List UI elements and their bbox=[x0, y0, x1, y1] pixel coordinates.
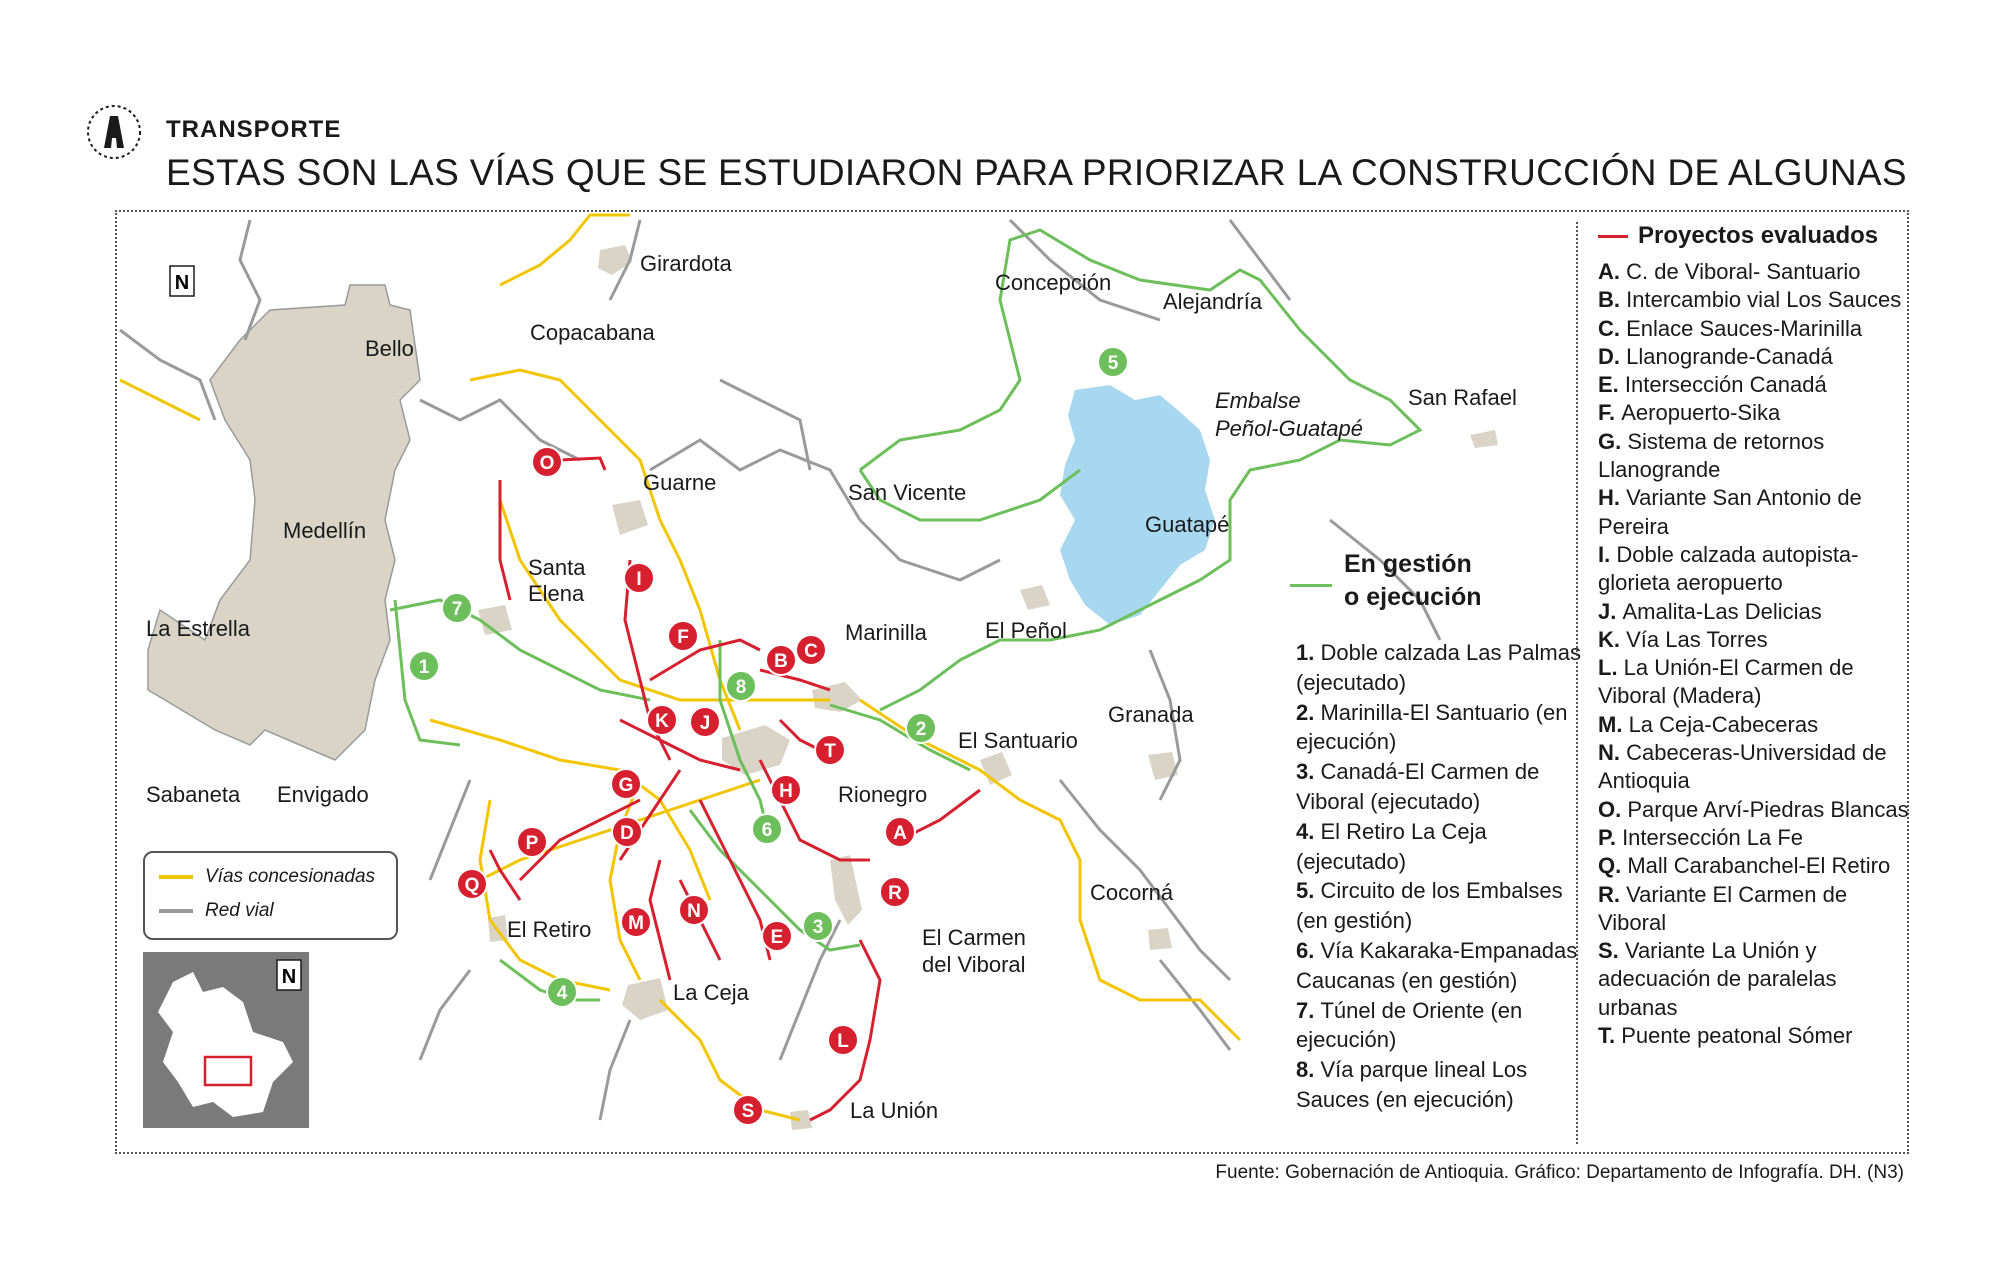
evaluated-panel bbox=[1576, 222, 1908, 1144]
label-concepcion: Concepción bbox=[995, 270, 1112, 295]
label-san-vicente: San Vicente bbox=[848, 480, 967, 505]
project-badge-label: B bbox=[774, 651, 788, 672]
el-carmen-town bbox=[830, 855, 862, 925]
project-badge-label: I bbox=[636, 569, 642, 590]
evaluated-item: L. La Unión-El Carmen de Viboral (Madera) bbox=[1598, 655, 1854, 709]
label-bello: Bello bbox=[365, 336, 414, 361]
label-guatape: Guatapé bbox=[1145, 512, 1230, 537]
evaluated-item: J. Amalita-Las Delicias bbox=[1598, 598, 1822, 624]
svg-text:N: N bbox=[174, 272, 190, 294]
label-sabaneta: Sabaneta bbox=[146, 782, 241, 807]
project-badge-label: F bbox=[677, 627, 689, 648]
san-rafael-town bbox=[1470, 430, 1498, 448]
label-el-penol: El Peñol bbox=[985, 618, 1067, 643]
label-el-carmen-1: El Carmen bbox=[922, 925, 1026, 950]
project-badge-label: M bbox=[628, 913, 644, 934]
in-management-item: 3. Canadá-El Carmen de Viboral (ejecutado) bbox=[1296, 759, 1540, 814]
source-credit: Fuente: Gobernación de Antioquia. Gráfico: Departamento de Infografía. DH. (N3) bbox=[1215, 1162, 1904, 1183]
inset-north-icon: N bbox=[281, 966, 297, 988]
label-granada: Granada bbox=[1108, 702, 1194, 727]
antioquia-outline bbox=[158, 972, 293, 1117]
map-legend bbox=[143, 851, 398, 940]
in-management-title: En gestión o ejecución bbox=[1344, 550, 1482, 611]
label-el-retiro: El Retiro bbox=[507, 917, 592, 942]
evaluated-item: O. Parque Arví-Piedras Blancas bbox=[1598, 796, 1909, 822]
in-management-item: 1. Doble calzada Las Palmas (ejecutado) bbox=[1296, 640, 1581, 695]
evaluated-item: E. Intersección Canadá bbox=[1598, 372, 1827, 398]
evaluated-item: I. Doble calzada autopista-glorieta aeropuerto bbox=[1598, 541, 1859, 596]
label-la-union: La Unión bbox=[850, 1098, 939, 1123]
project-badge-label: K bbox=[655, 711, 669, 732]
project-badge-label: H bbox=[779, 781, 793, 802]
evaluated-item: N. Cabeceras-Universidad de Antioquia bbox=[1598, 740, 1887, 794]
evaluated-item: T. Puente peatonal Sómer bbox=[1598, 1023, 1853, 1049]
evaluated-list bbox=[1598, 258, 1918, 1050]
evaluated-item: F. Aeropuerto-Sika bbox=[1598, 400, 1781, 426]
in-management-item: 6. Vía Kakaraka-Empanadas Caucanas (en gestión) bbox=[1296, 937, 1578, 993]
evaluated-item: H. Variante San Antonio de Pereira bbox=[1598, 485, 1862, 539]
label-san-rafael: San Rafael bbox=[1408, 385, 1517, 410]
project-badge-label: A bbox=[893, 823, 907, 844]
project-badge-label: G bbox=[618, 775, 634, 796]
in-management-item: 2. Marinilla-El Santuario (en ejecución) bbox=[1296, 699, 1568, 755]
project-badge-label: O bbox=[539, 453, 555, 474]
north-arrow-icon bbox=[170, 266, 194, 296]
cocorna-town bbox=[1148, 928, 1172, 950]
la-union-town bbox=[790, 1110, 812, 1130]
girardota-town bbox=[598, 245, 632, 275]
label-la-estrella: La Estrella bbox=[146, 616, 250, 641]
project-badge-label: N bbox=[687, 901, 701, 922]
in-management-item: 5. Circuito de los Embalses (en gestión) bbox=[1296, 878, 1563, 934]
label-medellin: Medellín bbox=[283, 518, 367, 543]
label-embalse-1: Embalse bbox=[1215, 388, 1301, 413]
in-management-list bbox=[1296, 638, 1596, 1115]
label-el-carmen-2: del Viboral bbox=[922, 952, 1026, 977]
evaluated-item: B. Intercambio vial Los Sauces bbox=[1598, 287, 1902, 313]
in-management-item: 8. Vía parque lineal Los Sauces (en ejecución) bbox=[1296, 1057, 1528, 1112]
label-marinilla: Marinilla bbox=[845, 620, 927, 645]
evaluated-item: C. Enlace Sauces-Marinilla bbox=[1598, 315, 1863, 341]
label-guarne: Guarne bbox=[643, 470, 717, 495]
evaluated-item: A. C. de Viboral- Santuario bbox=[1598, 259, 1861, 284]
label-embalse-2: Peñol-Guatapé bbox=[1215, 416, 1363, 441]
evaluated-item: K. Vía Las Torres bbox=[1598, 626, 1768, 652]
el-penol-town bbox=[1020, 585, 1050, 610]
management-badge-label: 7 bbox=[451, 599, 463, 620]
project-badge-label: D bbox=[620, 823, 634, 844]
project-badge-label: J bbox=[699, 713, 711, 734]
management-badge-label: 5 bbox=[1107, 353, 1119, 374]
label-la-ceja: La Ceja bbox=[673, 980, 749, 1005]
evaluated-item: D. Llanogrande-Canadá bbox=[1598, 343, 1833, 369]
project-badge-label: Q bbox=[464, 875, 480, 896]
management-badge-label: 3 bbox=[812, 917, 824, 938]
management-badge-label: 1 bbox=[418, 657, 430, 678]
evaluated-item: R. Variante El Carmen de Viboral bbox=[1598, 881, 1848, 935]
project-badge-label: L bbox=[837, 1031, 849, 1052]
project-badge-label: R bbox=[888, 883, 902, 904]
evaluated-item: G. Sistema de retornos Llanogrande bbox=[1598, 428, 1825, 483]
section-label: TRANSPORTE bbox=[166, 116, 342, 143]
guarne-town bbox=[612, 500, 648, 535]
label-rionegro: Rionegro bbox=[838, 782, 928, 807]
project-badge-label: S bbox=[741, 1101, 755, 1122]
project-badge-label: T bbox=[824, 741, 836, 762]
evaluated-item: M. La Ceja-Cabeceras bbox=[1598, 711, 1819, 737]
in-management-item: 7. Túnel de Oriente (en ejecución) bbox=[1296, 997, 1523, 1053]
management-badge-label: 6 bbox=[761, 820, 773, 841]
management-badge-label: 2 bbox=[915, 719, 927, 740]
label-el-santuario: El Santuario bbox=[958, 728, 1078, 753]
evaluated-item: S. Variante La Unión y adecuación de paralelas urbanas bbox=[1598, 938, 1837, 1020]
el-santuario-town bbox=[980, 752, 1012, 785]
label-envigado: Envigado bbox=[277, 782, 369, 807]
evaluated-item: Q. Mall Carabanchel-El Retiro bbox=[1598, 853, 1891, 879]
evaluated-title: Proyectos evaluados bbox=[1598, 222, 1878, 250]
label-girardota: Girardota bbox=[640, 251, 732, 276]
project-badge-label: E bbox=[770, 927, 784, 948]
label-santa-elena-1: Santa Elena bbox=[528, 555, 586, 606]
label-copacabana: Copacabana bbox=[530, 320, 655, 345]
page-title: ESTAS SON LAS VÍAS QUE SE ESTUDIARON PARA PRIORIZAR LA CONSTRUCCIÓN DE ALGUNAS bbox=[166, 152, 1907, 193]
management-badge-label: 8 bbox=[735, 677, 747, 698]
label-cocorna: Cocorná bbox=[1090, 880, 1174, 905]
label-alejandria: Alejandría bbox=[1163, 289, 1263, 314]
legend-concessioned: Vías concesionadas bbox=[159, 865, 375, 889]
locator-map bbox=[143, 952, 309, 1128]
in-management-item: 4. El Retiro La Ceja (ejecutado) bbox=[1296, 818, 1487, 874]
project-badge-label: C bbox=[804, 641, 818, 662]
project-badge-label: P bbox=[525, 833, 539, 854]
legend-road-network: Red vial bbox=[159, 899, 274, 923]
reservoir-penol-guatape bbox=[1060, 385, 1215, 625]
evaluated-item: P. Intersección La Fe bbox=[1598, 824, 1804, 850]
management-badge-label: 4 bbox=[556, 983, 568, 1004]
